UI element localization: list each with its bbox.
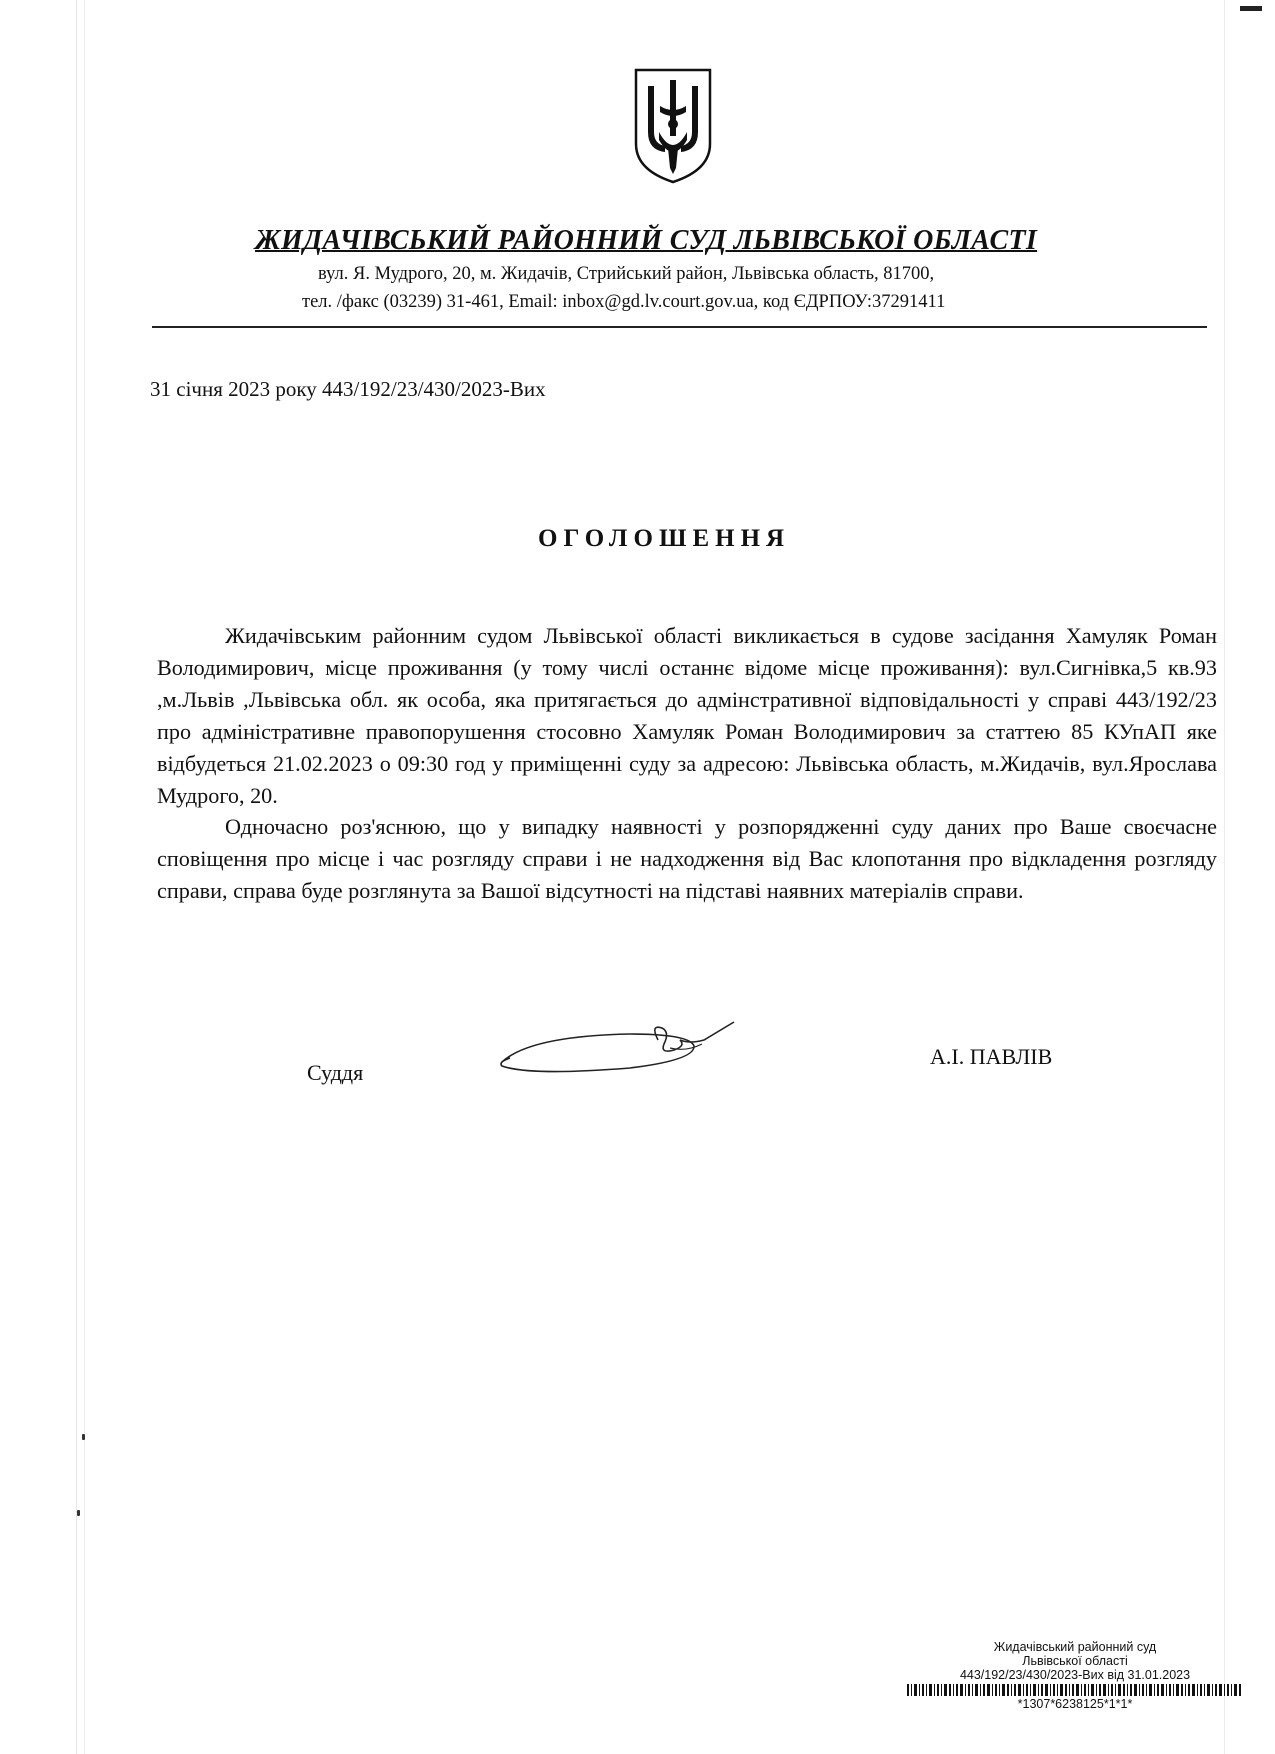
scan-artifact-line <box>76 0 77 1754</box>
scan-artifact-line <box>84 0 85 1754</box>
handwritten-signature <box>490 1010 770 1098</box>
stamp-court-name: Жидачівський районний суд <box>993 1640 1157 1654</box>
body-paragraph-1 <box>157 620 1217 812</box>
body-paragraph-2 <box>157 811 1217 907</box>
court-name-heading: ЖИДАЧІВСЬКИЙ РАЙОННИЙ СУД ЛЬВІВСЬКОЇ ОБЛАСТІ <box>255 225 1038 256</box>
stamp-reference: 443/192/23/430/2023-Вих від 31.01.2023 <box>959 1668 1191 1682</box>
scan-speck <box>77 1510 80 1516</box>
document-heading: ОГОЛОШЕННЯ <box>538 525 791 552</box>
barcode-text: *1307*6238125*1*1* <box>1017 1697 1133 1711</box>
coat-of-arms-icon <box>632 66 714 184</box>
court-contacts-line: тел. /факс (03239) 31-461, Email: inbox@gd.lv.court.gov.ua, код ЄДРПОУ:37291411 <box>302 292 946 312</box>
body-paragraph-text: Одночасно роз'яснюю, що у випадку наявності у розпорядженні суду даних про Ваше своєчасне сповіщення про місце і час розгляду справи і не надходження від Вас клопотання про відкладення розгляду справи, справа буде розглянута за Вашої відсутності на підставі наявних матеріалів справи. <box>157 814 1217 903</box>
scan-artifact-line <box>1224 0 1225 1754</box>
date-reference: 31 січня 2023 року 443/192/23/430/2023-Вих <box>150 377 546 401</box>
registration-stamp <box>905 1640 1245 1711</box>
header-divider <box>152 326 1207 328</box>
judge-name: А.І. ПАВЛІВ <box>930 1044 1053 1069</box>
court-address-line: вул. Я. Мудрого, 20, м. Жидачів, Стрийський район, Львівська область, 81700, <box>318 264 935 284</box>
body-paragraph-text: Жидачівським районним судом Львівської області викликається в судове засідання Хамуляк Роман Володимирович, місце проживання (у тому числі останнє відоме місце проживання): вул.Сигнівка,5 кв.93 ,м.Львів ,Львівська обл. як особа, яка притягається до адмінстративної відповідальності у справі 443/192/23 про адміністративне правопорушення стосовно Хамуляк Роман Володимирович за статтею 85 КУпАП яке відбудеться 21.02.2023 о 09:30 год у приміщенні суду за адресою: Львівська область, м.Жидачів, вул.Ярослава Мудрого, 20. <box>157 623 1217 808</box>
stamp-region: Львівської області <box>1022 1654 1128 1668</box>
judge-role-label: Суддя <box>307 1060 364 1085</box>
scan-corner-mark <box>1240 6 1262 11</box>
barcode-icon <box>905 1684 1245 1696</box>
scan-speck <box>82 1434 85 1440</box>
